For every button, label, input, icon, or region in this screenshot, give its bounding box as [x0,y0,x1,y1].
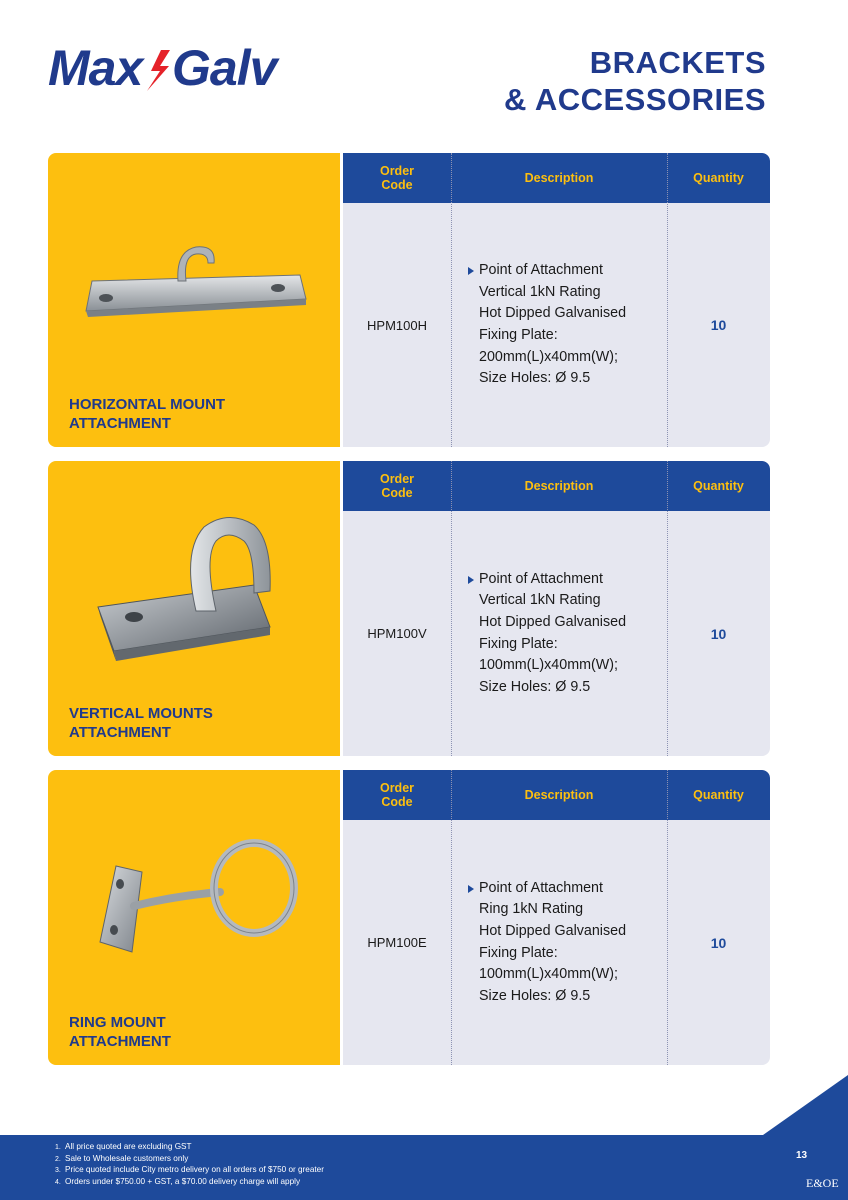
description-line: Hot Dipped Galvanised [479,305,627,322]
quantity-cell: 10 [710,317,727,333]
ring-mount-bracket-photo [84,830,304,970]
header-order-code: Order Code [379,164,415,192]
order-code-cell: HPM100E [367,935,427,950]
footer-corner-triangle [763,1075,848,1135]
footer-note: 3. Price quoted include City metro delivery on all orders of $750 or greater [55,1165,324,1174]
product-name-line2: ATTACHMENT [69,1033,171,1050]
page-title [504,44,766,118]
product-name-line1: RING MOUNT [69,1014,166,1031]
table-header [343,770,770,820]
table-header [343,153,770,203]
product-image-panel [48,461,340,756]
product-name [69,395,225,433]
quantity-cell: 10 [710,934,727,951]
header-description: Description [524,171,594,185]
footer-note: 1. All price quoted are excluding GST [55,1142,192,1151]
product-card-hpm100h [48,153,770,447]
description-line: 100mm(L)x40mm(W); [479,657,619,674]
product-table [343,153,770,447]
lightning-bolt-icon [147,50,170,91]
description-line: Point of Attachment [479,262,603,279]
order-code-cell: HPM100H [367,317,427,333]
description-line: Vertical 1kN Rating [479,283,601,300]
description-cell [451,511,667,756]
vertical-mount-bracket-photo [94,511,284,671]
description-line: Point of Attachment [479,570,603,587]
description-line: Vertical 1kN Rating [479,592,601,609]
product-name-line1: HORIZONTAL MOUNT [69,396,226,413]
description-line: 100mm(L)x40mm(W); [479,966,619,983]
product-name-line1: VERTICAL MOUNTS [69,705,213,722]
description-cell [451,820,667,1065]
footer-notes [55,1142,324,1188]
page-title-line1: BRACKETS [589,45,766,80]
horizontal-mount-bracket-photo [78,241,310,331]
svg-text:Max: Max [48,40,143,96]
order-code-cell: HPM100V [367,626,427,641]
page-title-line2: & ACCESSORIES [503,82,766,117]
footer-note: 2. Sale to Wholesale customers only [55,1153,189,1163]
product-card-hpm100v [48,461,770,756]
description-line: Point of Attachment [479,879,603,896]
header-quantity: Quantity [693,171,744,185]
product-table [343,461,770,756]
product-name-line2: ATTACHMENT [69,415,171,432]
eoe-label: E&OE [806,1176,839,1190]
product-table [343,770,770,1065]
description-line: Hot Dipped Galvanised [479,613,627,630]
description-line: Size Holes: Ø 9.5 [479,678,591,695]
product-image-panel [48,153,340,447]
triangle-bullet-icon [468,885,474,893]
description-line: Fixing Plate: [479,327,558,343]
description-line: Ring 1kN Rating [479,901,584,918]
table-header [343,461,770,511]
header-quantity: Quantity [693,479,744,493]
product-card-hpm100e [48,770,770,1065]
triangle-bullet-icon [468,267,474,275]
product-name [69,1013,171,1051]
header-quantity: Quantity [693,788,744,802]
header-description: Description [524,479,594,493]
header-order-code: Order Code [379,781,415,809]
description-line: Size Holes: Ø 9.5 [479,987,591,1004]
description-line: Fixing Plate: [479,635,558,652]
maxgalv-logo [48,38,328,96]
quantity-cell: 10 [710,625,727,642]
header-description: Description [524,788,594,802]
description-line: Size Holes: Ø 9.5 [479,370,591,387]
product-image-panel [48,770,340,1065]
page-number: 13 [796,1150,808,1161]
header-order-code: Order Code [379,472,415,500]
footer-note: 4. Orders under $750.00 + GST, a $70.00 delivery charge will apply [55,1176,301,1186]
description-line: 200mm(L)x40mm(W); [479,348,619,365]
svg-text:Galv: Galv [172,40,277,96]
product-name-line2: ATTACHMENT [69,724,171,741]
triangle-bullet-icon [468,576,474,584]
description-cell [451,203,667,447]
product-name [69,704,213,742]
description-line: Hot Dipped Galvanised [479,922,627,939]
description-line: Fixing Plate: [479,944,558,961]
